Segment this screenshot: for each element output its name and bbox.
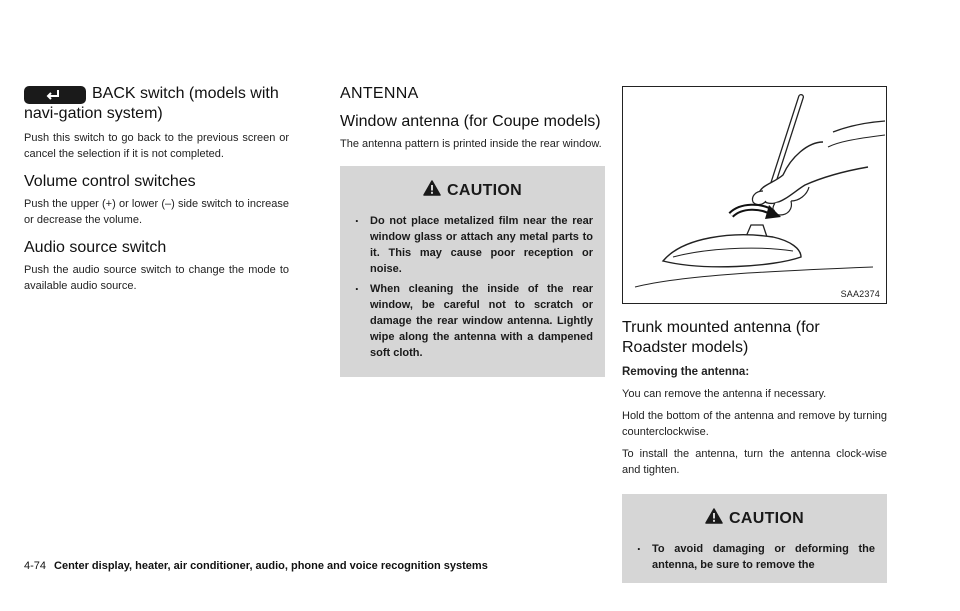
figure-code: SAA2374 — [840, 289, 880, 299]
window-antenna-heading: Window antenna (for Coupe models) — [340, 113, 601, 130]
back-switch-text: Push this switch to go back to the previous screen or cancel the selection if it is not completed. — [24, 132, 289, 160]
caution-item: . To avoid damaging or deforming the antenna, be sure to remove the — [634, 541, 875, 573]
caution-item: . When cleaning the inside of the rear window, be careful not to scratch or damage the rear window antenna. Lightly wipe along the antenna with a dampened soft cloth. — [352, 281, 593, 361]
column-left — [24, 84, 289, 300]
warning-triangle-icon — [423, 180, 441, 201]
caution-box — [340, 166, 605, 377]
install-text: To install the antenna, turn the antenna clock-wise and tighten. — [622, 448, 887, 476]
audio-source-heading: Audio source switch — [24, 239, 167, 256]
caution-box-2 — [622, 494, 887, 583]
hand-removing-antenna-illustration — [623, 87, 886, 303]
section-title: ANTENNA — [340, 85, 419, 102]
caution-title-2: CAUTION — [729, 509, 804, 527]
back-switch-heading-block — [24, 84, 289, 130]
trunk-antenna-heading: Trunk mounted antenna (for Roadster models) — [622, 319, 820, 356]
caution-item: . Do not place metalized film near the rear window glass or attach any metal parts to it. This may cause poor reception or noise. — [352, 213, 593, 277]
removing-label: Removing the antenna: — [622, 366, 750, 378]
audio-source-text: Push the audio source switch to change the mode to available audio source. — [24, 264, 289, 292]
column-middle — [340, 84, 605, 377]
column-right — [622, 86, 887, 583]
page-footer — [24, 560, 488, 572]
page-number: 4-74 — [24, 560, 47, 572]
back-arrow-icon — [24, 86, 86, 104]
caution-header-2 — [634, 508, 875, 529]
volume-heading: Volume control switches — [24, 173, 196, 190]
window-antenna-text: The antenna pattern is printed inside the rear window. — [340, 138, 602, 150]
caution-list-2 — [634, 541, 875, 573]
chapter-title: Center display, heater, air conditioner, audio, phone and voice recognition systems — [54, 560, 488, 572]
warning-triangle-icon — [705, 508, 723, 529]
caution-list — [352, 213, 593, 361]
caution-title: CAUTION — [447, 181, 522, 199]
back-switch-heading: BACK switch (models with navi-gation system) — [24, 85, 279, 122]
hold-text: Hold the bottom of the antenna and remove by turning counterclockwise. — [622, 410, 887, 438]
caution-header — [352, 180, 593, 201]
volume-text: Push the upper (+) or lower (–) side switch to increase or decrease the volume. — [24, 198, 289, 226]
antenna-illustration — [622, 86, 887, 304]
remove-text: You can remove the antenna if necessary. — [622, 388, 827, 400]
